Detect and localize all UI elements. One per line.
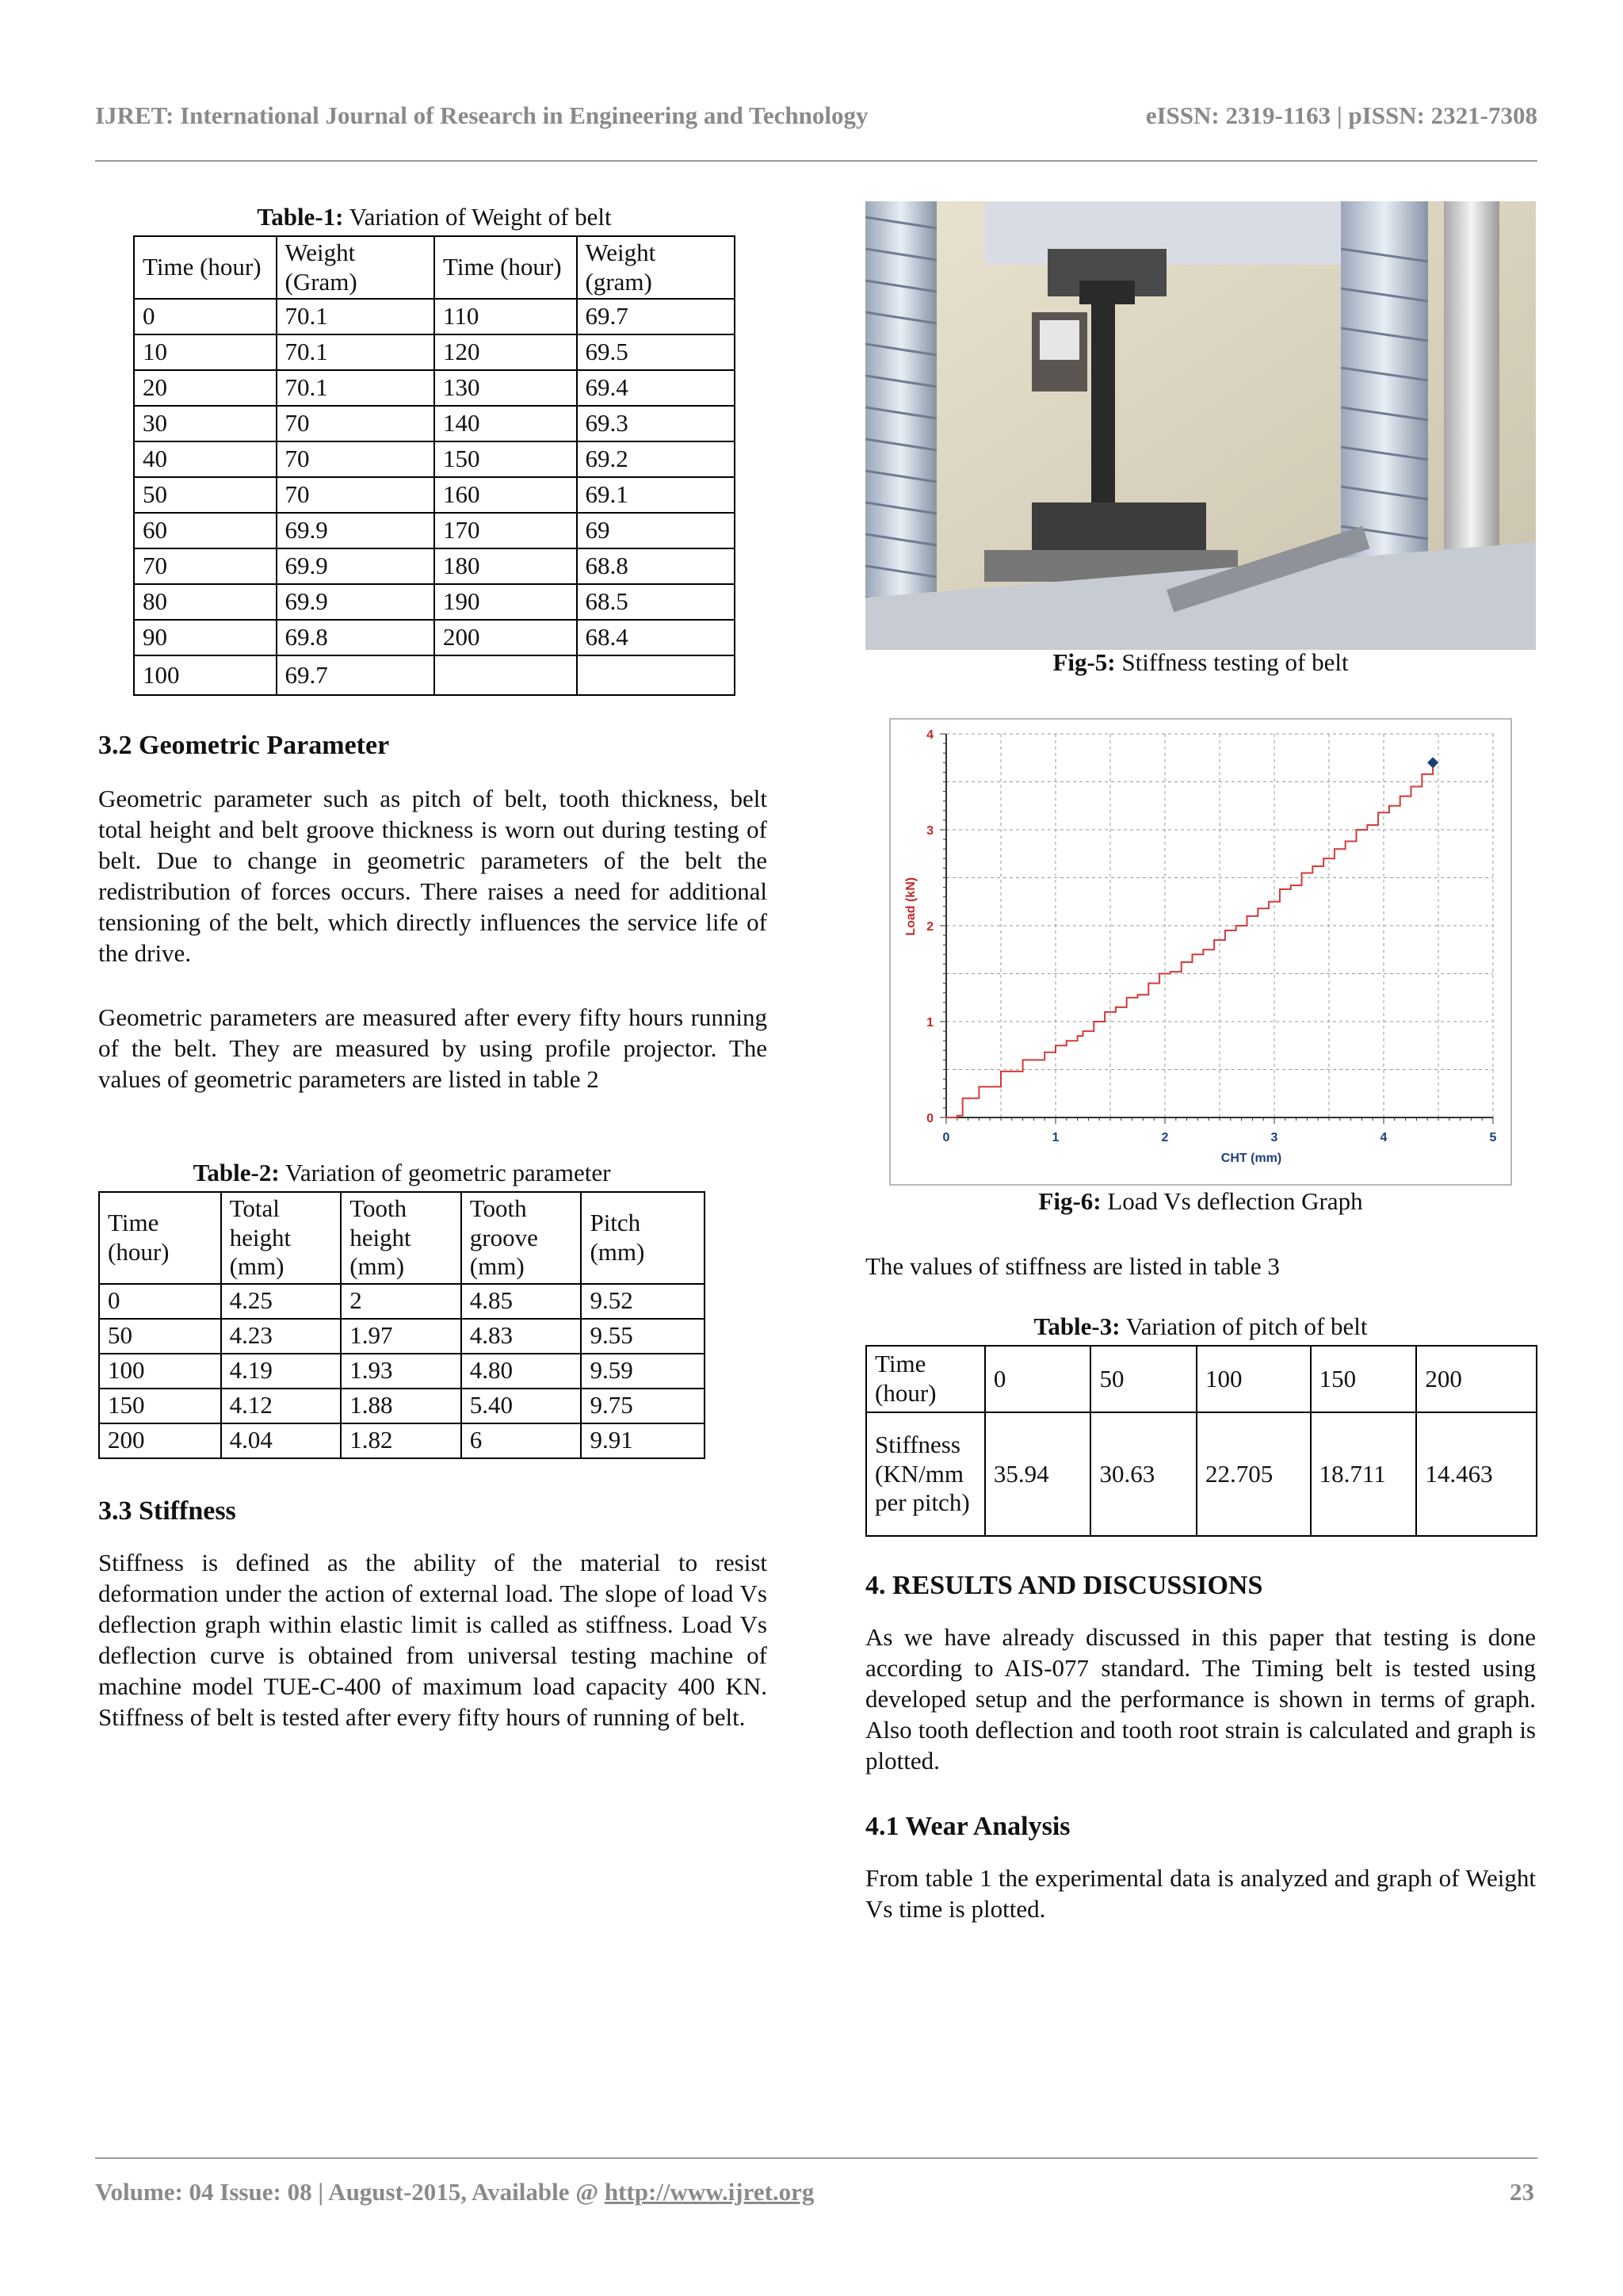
table2-cell: 100 (99, 1354, 221, 1389)
table1-cell: 140 (434, 406, 577, 441)
table1-cell: 10 (134, 334, 277, 370)
load-deflection-chart (891, 720, 1510, 1184)
table2-cell: 2 (341, 1284, 461, 1319)
table2-cell: 9.52 (581, 1284, 705, 1319)
page-number: 23 (1510, 2178, 1534, 2206)
table1-cell: 69.2 (577, 441, 735, 477)
load-series-line (946, 762, 1433, 1117)
stiffness-intro-text: The values of stiffness are listed in table 3 (865, 1252, 1280, 1280)
table2-cell: 4.04 (221, 1423, 342, 1458)
table3-cell: 50 (1090, 1346, 1197, 1412)
table3-cell: 30.63 (1090, 1412, 1197, 1536)
table1-cell: 68.4 (577, 620, 735, 655)
table2-cell: 4.80 (461, 1354, 582, 1389)
table1-caption: Table-1: Variation of Weight of belt (257, 203, 612, 231)
table1-cell: 68.5 (577, 584, 735, 620)
table1-cell: 70.1 (277, 370, 434, 406)
table1-cell: 120 (434, 334, 577, 370)
table1-cell (434, 655, 577, 695)
section-4-paragraph: As we have already discussed in this paper that testing is done according to AIS-077 standard. The Timing belt is tested using developed setup and the performance is shown in terms of graph. Also tooth deflection and tooth root strain is calculated and graph is plotted. (865, 1623, 1536, 1775)
table1-cell: 170 (434, 513, 577, 548)
table1-cell: 69.9 (277, 548, 434, 584)
table2-cell: 1.97 (341, 1319, 461, 1354)
footer-rule (95, 2157, 1537, 2159)
y-axis-label: Load (kN) (904, 877, 918, 936)
table2-cell: 4.23 (221, 1319, 342, 1354)
table1-row (134, 406, 735, 441)
table2-row (99, 1423, 705, 1458)
y-tick-label: 2 (926, 920, 934, 934)
table1-cell: 80 (134, 584, 277, 620)
table3-cell: 35.94 (985, 1412, 1091, 1536)
table3 (865, 1345, 1537, 1537)
section-4-title: 4. RESULTS AND DISCUSSIONS (865, 1571, 1263, 1600)
table1-cell: 69.9 (277, 513, 434, 548)
table2-row (99, 1284, 705, 1319)
table2-header-cell: Pitch (mm) (581, 1192, 705, 1284)
x-axis-label: CHT (mm) (1220, 1152, 1282, 1165)
table3-cell: 150 (1311, 1346, 1417, 1412)
table1-cell (577, 655, 735, 695)
fig6-caption: Fig-6: Load Vs deflection Graph (1038, 1187, 1363, 1215)
table1-row (134, 477, 735, 513)
section-3-2-title: 3.2 Geometric Parameter (98, 731, 390, 760)
table1-row (134, 655, 735, 695)
end-point-marker (1427, 757, 1438, 768)
table1-cell: 69.7 (577, 299, 735, 334)
table3-row-label: Time (hour) (866, 1346, 985, 1412)
table1-cell: 69.5 (577, 334, 735, 370)
table1-cell: 69.4 (577, 370, 735, 406)
table1-cell: 130 (434, 370, 577, 406)
table1-cell: 150 (434, 441, 577, 477)
y-tick-label: 4 (926, 728, 934, 742)
table1-cell: 100 (134, 655, 277, 695)
table2-header-cell: Time (hour) (99, 1192, 221, 1284)
table1-cell: 69.3 (577, 406, 735, 441)
section-3-2-paragraph-1: Geometric parameter such as pitch of belt, tooth thickness, belt total height and belt groove thickness is worn out during testing of belt. Due to change in geometric parameters of the belt the redistribution of forces occurs. There raises a need for additional tensioning of the belt, which directly influences the service life of the drive. (98, 785, 767, 967)
table1-cell: 200 (434, 620, 577, 655)
x-tick-label: 5 (1489, 1131, 1497, 1144)
table1 (133, 235, 735, 696)
table1-cell: 190 (434, 584, 577, 620)
table1-cell: 180 (434, 548, 577, 584)
table2-cell: 1.82 (341, 1423, 461, 1458)
table2-cell: 9.55 (581, 1319, 705, 1354)
table1-row (134, 299, 735, 334)
fig5-caption: Fig-5: Stiffness testing of belt (1052, 648, 1349, 676)
table3-cell: 100 (1197, 1346, 1311, 1412)
table1-header-cell: Weight (gram) (577, 236, 735, 299)
table1-header-cell: Time (hour) (134, 236, 277, 299)
y-tick-label: 1 (926, 1016, 934, 1030)
table1-header-cell: Time (hour) (434, 236, 577, 299)
testing-machine-image (865, 201, 1536, 650)
chart-series (946, 757, 1438, 1117)
y-tick-label: 3 (926, 824, 934, 838)
table1-cell: 69.7 (277, 655, 434, 695)
table3-cell: 14.463 (1416, 1412, 1537, 1536)
table3-stiffness-row (866, 1412, 1537, 1536)
table2-cell: 9.59 (581, 1354, 705, 1389)
table3-time-row (866, 1346, 1537, 1412)
table3-cell: 200 (1416, 1346, 1537, 1412)
table3-cell: 22.705 (1197, 1412, 1311, 1536)
table3-cell: 0 (985, 1346, 1091, 1412)
table1-row (134, 334, 735, 370)
table1-cell: 70 (277, 406, 434, 441)
table2-cell: 50 (99, 1319, 221, 1354)
table1-header-cell: Weight (Gram) (277, 236, 434, 299)
table2-header-cell: Total height (mm) (221, 1192, 342, 1284)
table2-caption: Table-2: Variation of geometric parameter (193, 1159, 611, 1186)
table2-row (99, 1389, 705, 1423)
x-tick-label: 3 (1270, 1131, 1278, 1144)
table2-cell: 1.88 (341, 1389, 461, 1423)
table1-cell: 70.1 (277, 334, 434, 370)
section-4-1-title: 4.1 Wear Analysis (865, 1812, 1071, 1841)
table1-cell: 69 (577, 513, 735, 548)
table2-cell: 200 (99, 1423, 221, 1458)
table1-cell: 20 (134, 370, 277, 406)
table1-cell: 69.8 (277, 620, 434, 655)
x-tick-label: 2 (1161, 1131, 1169, 1144)
table1-cell: 68.8 (577, 548, 735, 584)
table2 (98, 1191, 705, 1459)
table1-cell: 69.9 (277, 584, 434, 620)
journal-header: IJRET: International Journal of Research in Engineering and Technology (95, 101, 869, 129)
section-3-2-paragraph-2: Geometric parameters are measured after every fifty hours running of the belt. They are measured by using profile projector. The values of geometric parameters are listed in table 2 (98, 1003, 767, 1093)
x-tick-label: 1 (1052, 1131, 1060, 1144)
table3-row-label: Stiffness (KN/mm per pitch) (866, 1412, 985, 1536)
table2-header-row (99, 1192, 705, 1284)
table2-cell: 0 (99, 1284, 221, 1319)
table1-cell: 30 (134, 406, 277, 441)
journal-link[interactable]: http://www.ijret.org (604, 2178, 815, 2206)
table2-cell: 9.75 (581, 1389, 705, 1423)
table1-row (134, 441, 735, 477)
header-rule (95, 160, 1537, 162)
table1-cell: 70.1 (277, 299, 434, 334)
table2-row (99, 1354, 705, 1389)
table2-row (99, 1319, 705, 1354)
table2-cell: 4.19 (221, 1354, 342, 1389)
table1-cell: 70 (277, 441, 434, 477)
table1-cell: 69.1 (577, 477, 735, 513)
table2-cell: 4.12 (221, 1389, 342, 1423)
table1-row (134, 370, 735, 406)
table1-row (134, 548, 735, 584)
table2-cell: 6 (461, 1423, 582, 1458)
table2-cell: 5.40 (461, 1389, 582, 1423)
table2-cell: 4.85 (461, 1284, 582, 1319)
table1-header-row (134, 236, 735, 299)
table2-cell: 150 (99, 1389, 221, 1423)
table3-cell: 18.711 (1311, 1412, 1417, 1536)
section-3-3-title: 3.3 Stiffness (98, 1496, 236, 1526)
table1-cell: 50 (134, 477, 277, 513)
table1-cell: 70 (134, 548, 277, 584)
table2-cell: 1.93 (341, 1354, 461, 1389)
table1-cell: 90 (134, 620, 277, 655)
table3-caption: Table-3: Variation of pitch of belt (1033, 1312, 1368, 1340)
table2-cell: 4.83 (461, 1319, 582, 1354)
table1-cell: 0 (134, 299, 277, 334)
stiffness-test-photo (865, 201, 1536, 650)
table1-cell: 70 (277, 477, 434, 513)
table1-row (134, 584, 735, 620)
table2-cell: 4.25 (221, 1284, 342, 1319)
table1-row (134, 513, 735, 548)
table1-cell: 40 (134, 441, 277, 477)
load-deflection-graph (889, 718, 1512, 1186)
y-tick-label: 0 (926, 1112, 934, 1125)
x-tick-label: 4 (1380, 1131, 1388, 1144)
section-3-3-paragraph: Stiffness is defined as the ability of the material to resist deformation under the action of external load. The slope of load Vs deflection graph within elastic limit is called as stiffness. Load Vs deflection curve is obtained from universal testing machine of machine model TUE-C-400 of maximum load capacity 400 KN. Stiffness of belt is tested after every fifty hours of running of belt. (98, 1549, 767, 1731)
table2-header-cell: Tooth height (mm) (341, 1192, 461, 1284)
issn-header: eISSN: 2319-1163 | pISSN: 2321-7308 (1145, 101, 1537, 129)
x-tick-label: 0 (942, 1131, 950, 1144)
table1-cell: 160 (434, 477, 577, 513)
table1-cell: 110 (434, 299, 577, 334)
table2-cell: 9.91 (581, 1423, 705, 1458)
table2-header-cell: Tooth groove (mm) (461, 1192, 582, 1284)
section-4-1-paragraph: From table 1 the experimental data is analyzed and graph of Weight Vs time is plotted. (865, 1864, 1536, 1923)
table1-row (134, 620, 735, 655)
table1-cell: 60 (134, 513, 277, 548)
footer-volume: Volume: 04 Issue: 08 | August-2015, Available @ http://www.ijret.org (95, 2178, 815, 2206)
